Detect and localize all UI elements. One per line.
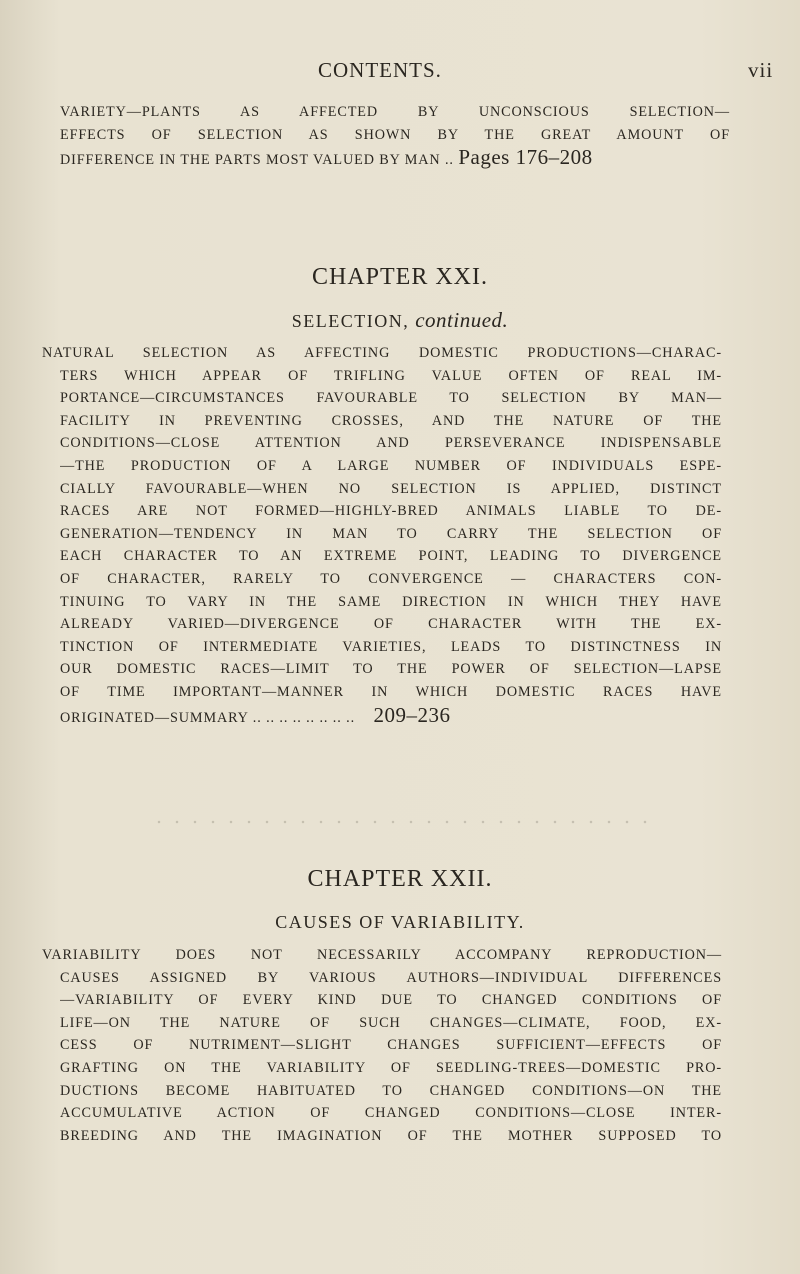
- chapter-subtitle-main: SELECTION,: [291, 311, 410, 331]
- summary-line: —VARIABILITY OF EVERY KIND DUE TO CHANGED CONDITIONS OF: [60, 992, 722, 1009]
- chapter-subtitle: CAUSES OF VARIABILITY.: [275, 912, 525, 932]
- summary-line: EACH CHARACTER TO AN EXTREME POINT, LEADING TO DIVERGENCE: [60, 548, 722, 565]
- summary-line: [60, 146, 730, 172]
- chapter-heading: CHAPTER XXI.: [311, 264, 488, 290]
- summary-line-text: DIFFERENCE IN THE PARTS MOST VALUED BY MAN ..: [60, 152, 454, 169]
- page-number: vii: [748, 58, 774, 82]
- chapter-20-summary-tail: [60, 101, 730, 172]
- chapter-21-summary: [42, 342, 722, 729]
- running-head: [0, 58, 800, 88]
- summary-line: EFFECTS OF SELECTION AS SHOWN BY THE GREAT AMOUNT OF: [60, 126, 730, 143]
- summary-line: RACES ARE NOT FORMED—HIGHLY-BRED ANIMALS LIABLE TO DE-: [60, 503, 722, 520]
- chapter-subtitle-continued: continued.: [415, 308, 509, 332]
- summary-line: CIALLY FAVOURABLE—WHEN NO SELECTION IS APPLIED, DISTINCT: [60, 480, 722, 497]
- summary-line: FACILITY IN PREVENTING CROSSES, AND THE NATURE OF THE: [60, 412, 722, 429]
- chapter-subtitle: [0, 308, 800, 333]
- summary-line: CONDITIONS—CLOSE ATTENTION AND PERSEVERANCE INDISPENSABLE: [60, 435, 722, 452]
- summary-line: TERS WHICH APPEAR OF TRIFLING VALUE OFTEN OF REAL IM-: [60, 367, 722, 384]
- summary-line: CAUSES ASSIGNED BY VARIOUS AUTHORS—INDIVIDUAL DIFFERENCES: [60, 969, 722, 986]
- summary-line: OUR DOMESTIC RACES—LIMIT TO THE POWER OF SELECTION—LAPSE: [60, 661, 722, 678]
- summary-line: [60, 704, 722, 730]
- summary-line: PORTANCE—CIRCUMSTANCES FAVOURABLE TO SELECTION BY MAN—: [60, 390, 722, 407]
- chapter-heading: CHAPTER XXII.: [307, 866, 493, 892]
- summary-line: DUCTIONS BECOME HABITUATED TO CHANGED CONDITIONS—ON THE: [60, 1082, 722, 1099]
- summary-line: CESS OF NUTRIMENT—SLIGHT CHANGES SUFFICIENT—EFFECTS OF: [60, 1037, 722, 1054]
- summary-line: VARIETY—PLANTS AS AFFECTED BY UNCONSCIOUS SELECTION—: [60, 104, 730, 120]
- summary-line: ACCUMULATIVE ACTION OF CHANGED CONDITIONS—CLOSE INTER-: [60, 1105, 722, 1122]
- summary-line: BREEDING AND THE IMAGINATION OF THE MOTHER SUPPOSED TO: [60, 1127, 722, 1144]
- page-range: 209–236: [373, 703, 451, 727]
- summary-line: ALREADY VARIED—DIVERGENCE OF CHARACTER WITH THE EX-: [60, 616, 722, 633]
- chapter-22-summary: [42, 944, 722, 1147]
- summary-line-text: ORIGINATED—SUMMARY .. .. .. .. .. .. .. ..: [60, 709, 356, 726]
- summary-line: —THE PRODUCTION OF A LARGE NUMBER OF INDIVIDUALS ESPE-: [60, 457, 722, 474]
- summary-line: OF TIME IMPORTANT—MANNER IN WHICH DOMESTIC RACES HAVE: [60, 683, 722, 700]
- summary-line: OF CHARACTER, RARELY TO CONVERGENCE — CHARACTERS CON-: [60, 570, 722, 587]
- summary-line: LIFE—ON THE NATURE OF SUCH CHANGES—CLIMATE, FOOD, EX-: [60, 1014, 722, 1031]
- summary-line: TINCTION OF INTERMEDIATE VARIETIES, LEADS TO DISTINCTNESS IN: [60, 638, 722, 655]
- summary-line: TINUING TO VARY IN THE SAME DIRECTION IN WHICH THEY HAVE: [60, 593, 722, 610]
- summary-line: GENERATION—TENDENCY IN MAN TO CARRY THE SELECTION OF: [60, 525, 722, 542]
- running-head-title: CONTENTS.: [318, 58, 442, 82]
- page-blemish: [150, 820, 650, 824]
- summary-line: NATURAL SELECTION AS AFFECTING DOMESTIC PRODUCTIONS—CHARAC-: [42, 345, 722, 361]
- page-range: Pages 176–208: [458, 146, 593, 170]
- summary-line: GRAFTING ON THE VARIABILITY OF SEEDLING-TREES—DOMESTIC PRO-: [60, 1059, 722, 1076]
- summary-line: VARIABILITY DOES NOT NECESSARILY ACCOMPANY REPRODUCTION—: [42, 947, 722, 963]
